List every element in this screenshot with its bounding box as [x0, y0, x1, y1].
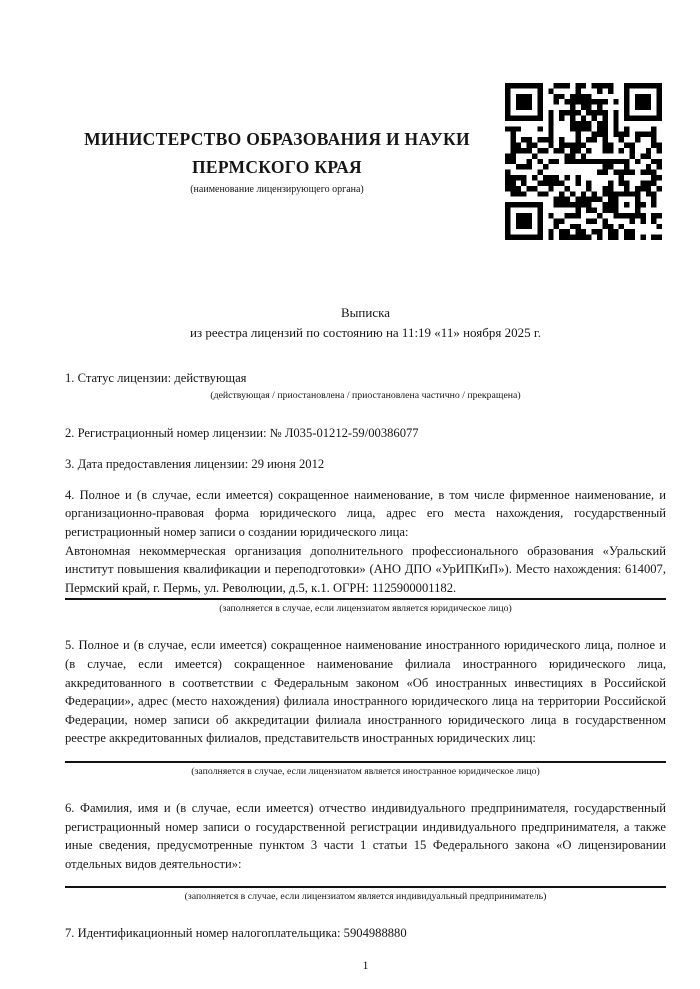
- document-body: [65, 303, 666, 974]
- grant-date-text: 3. Дата предоставления лицензии: 29 июня 2012: [65, 457, 325, 472]
- foreign-entity-clause-text: 5. Полное и (в случае, если имеется) сокращенное наименование иностранного юридического лица, полное и (в случае, если имеется) сокращенное наименование филиала иностранного юридического лица, аккредитованного в соответствии с Федеральным законом «Об иностранных инвестициях в Российской Федерации», адрес (место нахождения) филиала иностранного юридического лица на территории Российской Федерации, номер записи об аккредитации филиала иностранного юридического лица в государственном реестре аккредитованных филиалов, представительств иностранных юридических лиц:: [65, 638, 666, 746]
- legal-entity-caption: (заполняется в случае, если лицензиатом является юридическое лицо): [219, 603, 512, 615]
- section-legal-entity: [65, 486, 666, 616]
- foreign-entity-underline: [65, 761, 666, 763]
- section-license-status: [65, 369, 666, 402]
- entrepreneur-caption: (заполняется в случае, если лицензиатом является индивидуальный предприниматель): [184, 891, 547, 903]
- section-foreign-entity: [65, 636, 666, 778]
- qr-code: [505, 83, 662, 240]
- title-line2: из реестра лицензий по состоянию на 11:19 «11» ноября 2025 г.: [190, 325, 541, 340]
- entrepreneur-blank-field: [65, 873, 666, 885]
- license-status-options-caption: (действующая / приостановлена / приостановлена частично / прекращена): [210, 389, 521, 401]
- document-header: [0, 0, 700, 240]
- qr-code-container: [505, 83, 662, 240]
- taxpayer-number-text: 7. Идентификационный номер налогоплательщика: 5904988880: [65, 926, 407, 941]
- document-title: [65, 303, 666, 343]
- ministry-name-line1: МИНИСТЕРСТВО ОБРАЗОВАНИЯ И НАУКИ: [84, 129, 470, 149]
- foreign-entity-caption: (заполняется в случае, если лицензиатом является иностранное юридическое лицо): [191, 765, 540, 777]
- registration-number-text: 2. Регистрационный номер лицензии: № Л035-01212-59/00386077: [65, 425, 419, 440]
- section-grant-date: [65, 455, 666, 474]
- section-entrepreneur: [65, 799, 666, 903]
- licensing-authority-block: [62, 83, 492, 195]
- section-registration-number: [65, 424, 666, 443]
- section-taxpayer-number: [65, 924, 666, 943]
- entrepreneur-clause-text: 6. Фамилия, имя и (в случае, если имеется) отчество индивидуального предпринимателя, государственный регистрационный номер записи о государственной регистрации индивидуального предпринимателя, а также иные сведения, предусмотренные пунктом 3 части 1 статьи 15 Федерального закона «О лицензировании отдельных видов деятельности»:: [65, 800, 666, 871]
- entrepreneur-underline: [65, 886, 666, 888]
- legal-entity-underline: [65, 598, 666, 600]
- authority-caption: (наименование лицензирующего органа): [190, 184, 364, 195]
- foreign-entity-blank-field: [65, 748, 666, 760]
- ministry-name-line2: ПЕРМСКОГО КРАЯ: [192, 157, 362, 177]
- legal-entity-value: Автономная некоммерческая организация дополнительного профессионального образования «Уральский институт повышения квалификации и переподготовки» (АНО ДПО «УрИПКиП»). Место нахождения: 614007, Пермский край, г. Пермь, ул. Революции, д.5, к.1. ОГРН: 1125900001182.: [65, 543, 666, 595]
- page-number: 1: [362, 957, 369, 972]
- legal-entity-clause-text: 4. Полное и (в случае, если имеется) сокращенное наименование, в том числе фирменное наименование, и организационно-правовая форма юридического лица, адрес его места нахождения, государственный регистрационный номер записи о создании юридического лица:: [65, 487, 666, 539]
- title-line1: Выписка: [341, 305, 390, 320]
- license-status-text: 1. Статус лицензии: действующая: [65, 371, 247, 385]
